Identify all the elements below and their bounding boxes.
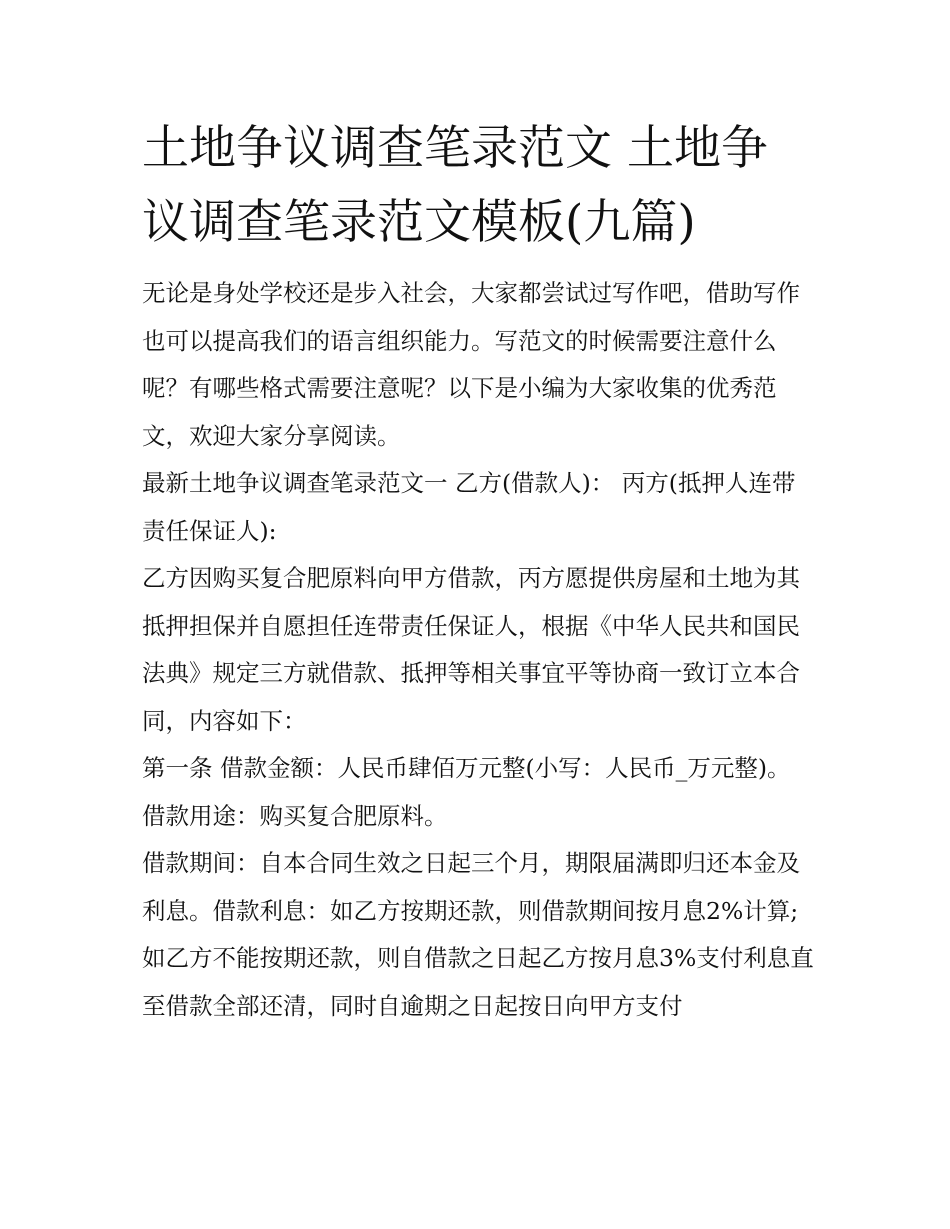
paragraph-article-1: 第一条 借款金额：人民币肆佰万元整(小写：人民币_万元整)。 借款用途：购买复合肥原料。: [142, 754, 791, 830]
paragraph-parties: 最新土地争议调查笔录范文一 乙方(借款人)： 丙方(抵押人连带责任保证人):: [142, 469, 796, 545]
paragraph-intro: 无论是身处学校还是步入社会，大家都尝试过写作吧，借助写作也可以提高我们的语言组织能力。写范文的时候需要注意什么呢？有哪些格式需要注意呢？以下是小编为大家收集的优秀范文，欢迎大家分享阅读。: [142, 279, 800, 450]
document-page: [142, 112, 814, 1030]
document-title: 土地争议调查笔录范文 土地争议调查笔录范文模板(九篇): [142, 121, 768, 250]
paragraph-loan-period: 借款期间：自本合同生效之日起三个月，期限届满即归还本金及利息。借款利息：如乙方按期还款，则借款期间按月息2%计算;如乙方不能按期还款，则自借款之日起乙方按月息3%支付利息直至借款全部还清，同时自逾期之日起按日向甲方支付: [142, 849, 814, 1020]
paragraph-preamble: 乙方因购买复合肥原料向甲方借款，丙方愿提供房屋和土地为其抵押担保并自愿担任连带责任保证人，根据《中华人民共和国民法典》规定三方就借款、抵押等相关事宜平等协商一致订立本合同，内容如下：: [142, 564, 800, 735]
